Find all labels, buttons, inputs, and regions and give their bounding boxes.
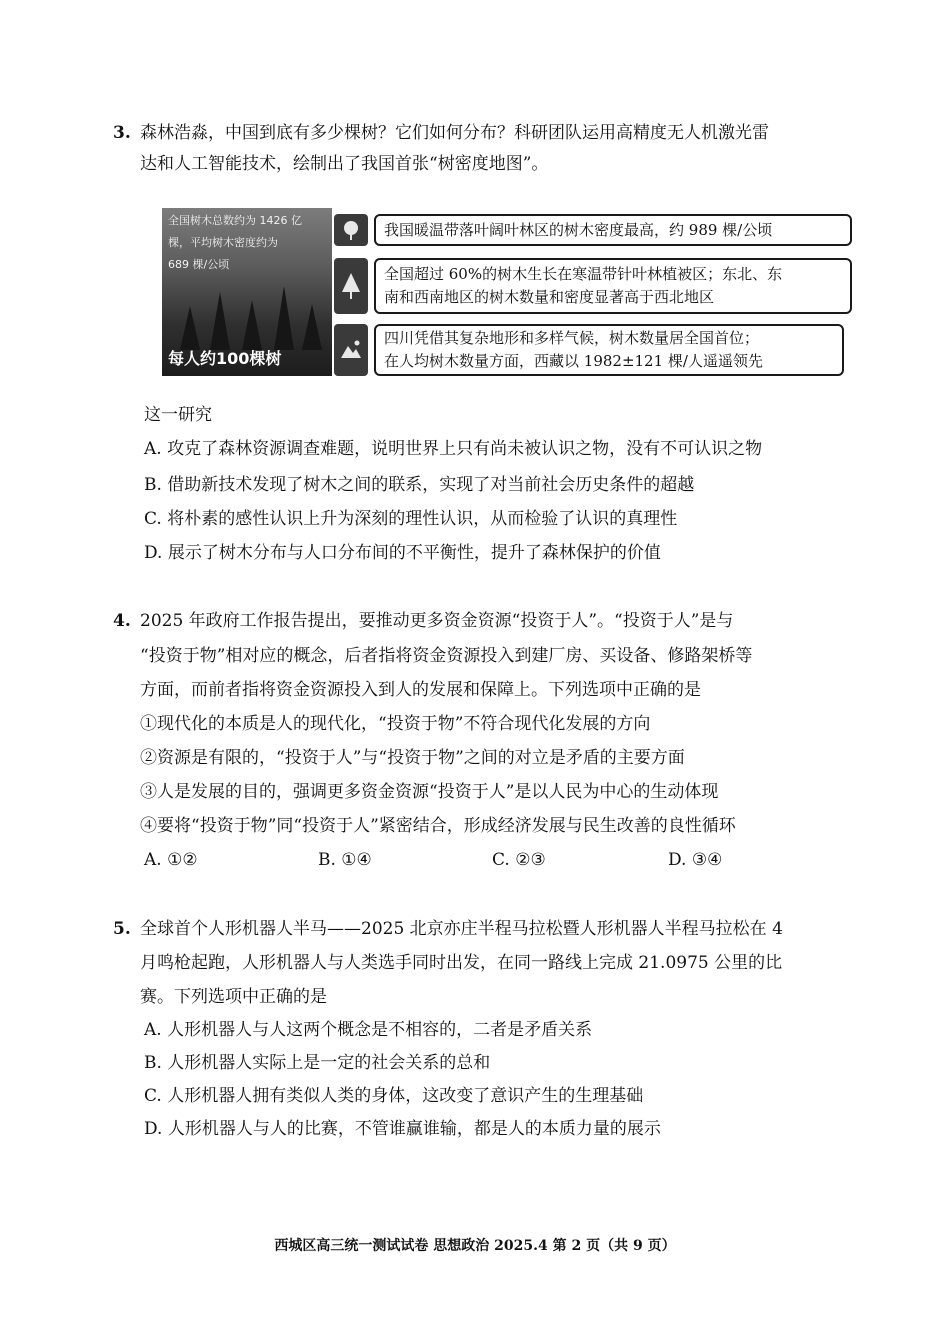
info-row-3	[334, 324, 844, 376]
question-4-choice-b: B. ①④	[318, 850, 372, 870]
landscape-icon	[334, 324, 368, 376]
question-4-item-3: ③人是发展的目的，强调更多资金资源“投资于人”是以人民为中心的生动体现	[140, 782, 719, 802]
question-3-option-c: C. 将朴素的感性认识上升为深刻的理性认识，从而检验了认识的真理性	[144, 509, 678, 529]
info-box-3	[374, 324, 844, 376]
question-5-text-line2: 月鸣枪起跑，人形机器人与人类选手同时出发，在同一路线上完成 21.0975 公里的比	[140, 953, 783, 973]
info-box-3-line1: 四川凭借其复杂地形和多样气候，树木数量居全国首位；	[384, 329, 760, 347]
info-box-1	[374, 214, 852, 246]
photo-caption-line2: 棵，平均树木密度约为	[168, 236, 278, 249]
photo-caption-line3: 689 棵/公顷	[168, 258, 230, 271]
question-3-stem: 这一研究	[144, 405, 212, 425]
forest-photo	[162, 208, 332, 376]
question-4-choice-c: C. ②③	[492, 850, 546, 870]
info-row-1	[334, 214, 852, 246]
deciduous-tree-icon	[334, 214, 368, 246]
info-box-2	[374, 258, 852, 314]
info-box-2-line2: 南和西南地区的树木数量和密度显著高于西北地区	[384, 288, 715, 306]
question-5-option-c: C. 人形机器人拥有类似人类的身体，这改变了意识产生的生理基础	[144, 1086, 644, 1106]
question-4-item-1: ①现代化的本质是人的现代化，“投资于物”不符合现代化发展的方向	[140, 714, 651, 734]
info-box-3-line2: 在人均树木数量方面，西藏以 1982±121 棵/人遥遥领先	[384, 352, 763, 370]
question-5-text-line3: 赛。下列选项中正确的是	[140, 987, 327, 1007]
photo-caption-line1: 全国树木总数约为 1426 亿	[168, 214, 302, 227]
tree-density-figure	[162, 208, 852, 378]
conifer-tree-icon	[334, 258, 368, 314]
question-3-text-line2: 达和人工智能技术，绘制出了我国首张“树密度地图”。	[140, 154, 549, 174]
question-4-choice-d: D. ③④	[668, 850, 723, 870]
question-4-item-2: ②资源是有限的，“投资于人”与“投资于物”之间的对立是矛盾的主要方面	[140, 748, 685, 768]
info-row-2	[334, 258, 852, 314]
question-4-item-4: ④要将“投资于物”同“投资于人”紧密结合，形成经济发展与民生改善的良性循环	[140, 816, 736, 836]
question-5-option-a: A. 人形机器人与人这两个概念是不相容的，二者是矛盾关系	[144, 1020, 593, 1040]
question-4-text-line2: “投资于物”相对应的概念，后者指将资金资源投入到建厂房、买设备、修路架桥等	[140, 646, 753, 666]
question-4-text-line1: 2025 年政府工作报告提出，要推动更多资金资源“投资于人”。“投资于人”是与	[140, 611, 734, 631]
question-4-text-line3: 方面，而前者指将资金资源投入到人的发展和保障上。下列选项中正确的是	[140, 680, 701, 700]
info-box-1-text: 我国暖温带落叶阔叶林区的树木密度最高，约 989 棵/公顷	[384, 220, 773, 239]
question-5-text-line1: 全球首个人形机器人半马——2025 北京亦庄半程马拉松暨人形机器人半程马拉松在 4	[140, 919, 783, 939]
question-3-option-a: A. 攻克了森林资源调查难题，说明世界上只有尚未被认识之物，没有不可认识之物	[144, 439, 763, 459]
question-5-number: 5.	[113, 919, 131, 939]
info-box-2-line1: 全国超过 60%的树木生长在寒温带针叶林植被区；东北、东	[384, 265, 783, 283]
question-3-number: 3.	[113, 123, 131, 143]
question-3-option-b: B. 借助新技术发现了树木之间的联系，实现了对当前社会历史条件的超越	[144, 475, 695, 495]
question-3-text-line1: 森林浩淼，中国到底有多少棵树？它们如何分布？科研团队运用高精度无人机激光雷	[140, 123, 769, 143]
question-5-option-d: D. 人形机器人与人的比赛，不管谁赢谁输，都是人的本质力量的展示	[144, 1119, 661, 1139]
question-4-choice-a: A. ①②	[144, 850, 198, 870]
page-footer: 西城区高三统一测试试卷 思想政治 2025.4 第 2 页（共 9 页）	[274, 1238, 676, 1254]
question-5-option-b: B. 人形机器人实际上是一定的社会关系的总和	[144, 1053, 491, 1073]
question-4-number: 4.	[113, 611, 131, 631]
question-3-option-d: D. 展示了树木分布与人口分布间的不平衡性，提升了森林保护的价值	[144, 543, 661, 563]
photo-caption-big: 每人约100棵树	[168, 349, 282, 368]
